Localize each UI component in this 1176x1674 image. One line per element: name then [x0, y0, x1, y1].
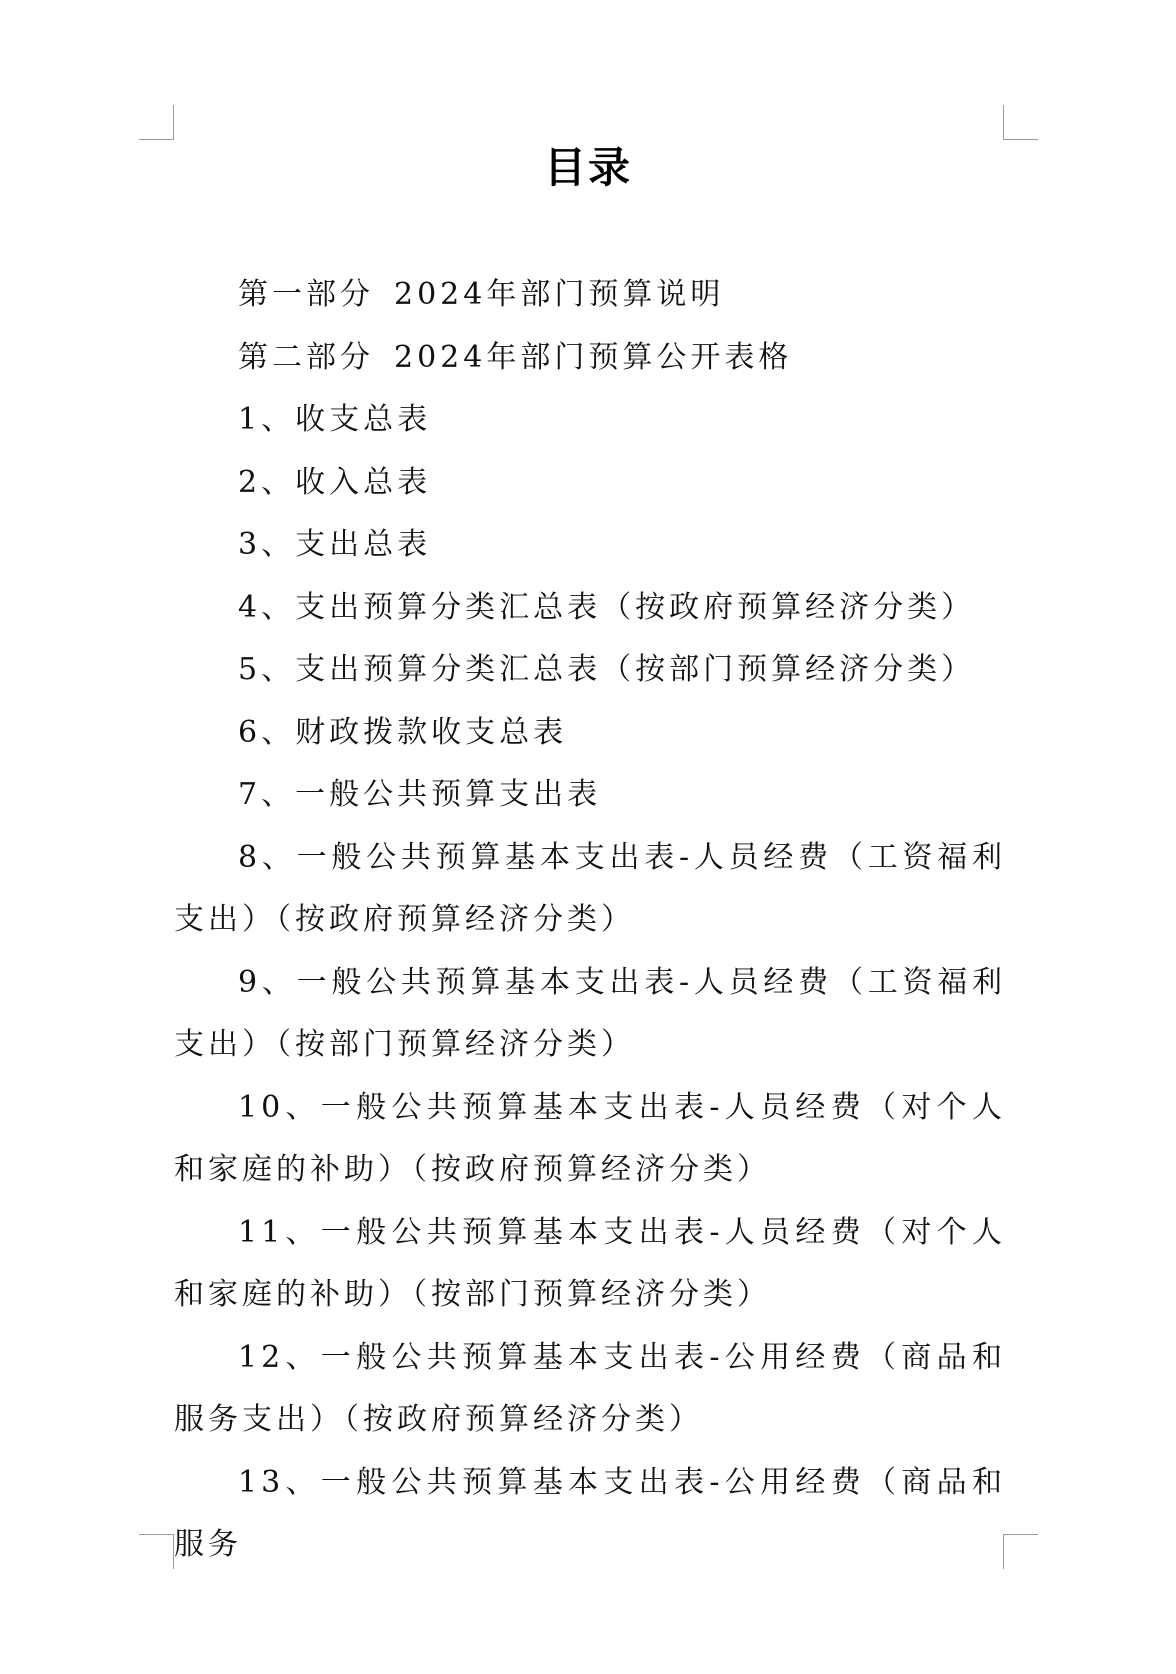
- crop-mark-top-left: [139, 105, 174, 140]
- toc-entry-text: 2024年部门预算公开表格: [394, 339, 793, 375]
- toc-entry-prefix: 第一部分: [238, 277, 374, 312]
- crop-mark-bottom-left: [139, 1534, 174, 1569]
- toc-entry: [174, 1452, 1006, 1577]
- toc-entry-text: 12、一般公共预算基本支出表-公用经费（商品和服务支出）（按政府预算经济分类）: [174, 1339, 1006, 1437]
- toc-entry-text: 8、一般公共预算基本支出表-人员经费（工资福利支出）（按政府预算经济分类）: [174, 839, 1006, 937]
- page-title: 目录: [543, 143, 632, 192]
- toc-entry-text: 4、支出预算分类汇总表（按政府预算经济分类）: [238, 589, 976, 625]
- toc-entry-text: 3、支出总表: [238, 527, 432, 562]
- toc-entry-text: 5、支出预算分类汇总表（按部门预算经济分类）: [238, 652, 976, 687]
- toc-entry: [174, 1327, 1006, 1452]
- toc-entry-prefix: 第二部分: [238, 339, 374, 375]
- toc-entry: [174, 764, 1006, 827]
- table-of-contents: [174, 264, 1006, 1577]
- toc-entry: [174, 452, 1006, 515]
- toc-entry-text: 13、一般公共预算基本支出表-公用经费（商品和服务: [174, 1464, 1006, 1562]
- toc-entry-text: 2024年部门预算说明: [394, 277, 725, 312]
- toc-entry: [174, 639, 1006, 702]
- toc-entry-text: 6、财政拨款收支总表: [238, 714, 568, 750]
- toc-entry: [174, 389, 1006, 452]
- toc-entry: [174, 952, 1006, 1077]
- toc-entry: [174, 327, 1006, 390]
- toc-entry: [174, 577, 1006, 640]
- crop-mark-bottom-right: [1003, 1534, 1038, 1569]
- crop-mark-top-right: [1003, 105, 1038, 140]
- toc-entry: [174, 514, 1006, 577]
- toc-entry: [174, 264, 1006, 327]
- toc-entry-text: 2、收入总表: [238, 464, 432, 500]
- toc-entry-text: 1、收支总表: [238, 402, 432, 437]
- toc-entry: [174, 1077, 1006, 1202]
- toc-entry-text: 10、一般公共预算基本支出表-人员经费（对个人和家庭的补助）（按政府预算经济分类）: [174, 1089, 1006, 1187]
- toc-entry: [174, 827, 1006, 952]
- toc-entry: [174, 702, 1006, 765]
- toc-entry-text: 7、一般公共预算支出表: [238, 777, 602, 812]
- toc-entry: [174, 1202, 1006, 1327]
- toc-entry-text: 9、一般公共预算基本支出表-人员经费（工资福利支出）（按部门预算经济分类）: [174, 964, 1006, 1062]
- toc-entry-text: 11、一般公共预算基本支出表-人员经费（对个人和家庭的补助）（按部门预算经济分类）: [174, 1214, 1006, 1312]
